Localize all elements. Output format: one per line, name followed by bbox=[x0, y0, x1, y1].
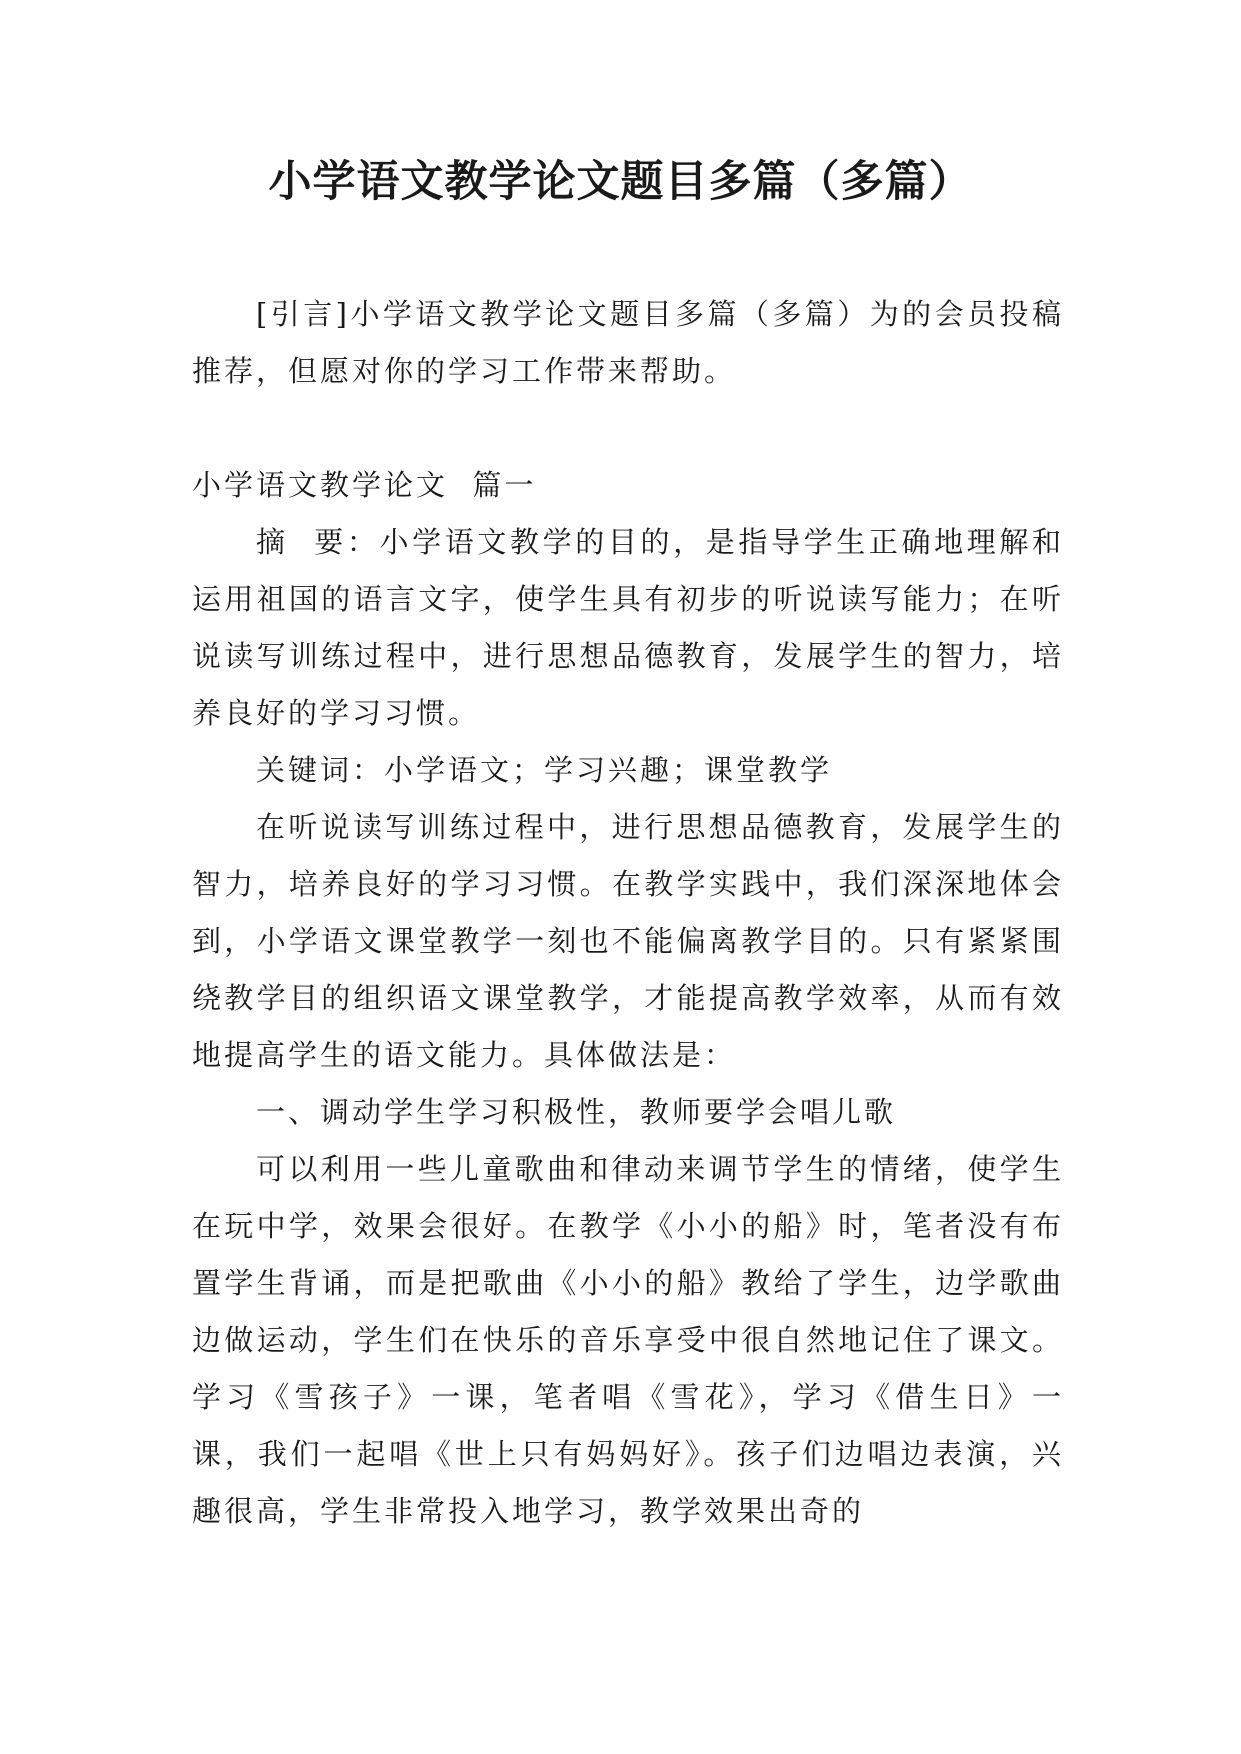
intro-paragraph: [引言]小学语文教学论文题目多篇（多篇）为的会员投稿推荐，但愿对你的学习工作带来帮助。 bbox=[192, 297, 1064, 388]
section-heading: 小学语文教学论文 篇一 bbox=[192, 468, 537, 502]
document-title: 小学语文教学论文题目多篇（多篇） bbox=[268, 157, 973, 207]
subsection-heading: 一、调动学生学习积极性，教师要学会唱儿歌 bbox=[256, 1095, 897, 1129]
keywords-paragraph: 关键词：小学语文；学习兴趣；课堂教学 bbox=[256, 753, 833, 787]
body-paragraph: 在听说读写训练过程中，进行思想品德教育，发展学生的智力，培养良好的学习习惯。在教学实践中，我们深深地体会到，小学语文课堂教学一刻也不能偏离教学目的。只有紧紧围绕教学目的组织语文课堂教学，才能提高教学效率，从而有效地提高学生的语文能力。具体做法是： bbox=[192, 810, 1064, 1072]
document-body bbox=[192, 286, 1064, 1540]
body-paragraph-2: 可以利用一些儿童歌曲和律动来调节学生的情绪，使学生在玩中学，效果会很好。在教学《小小的船》时，笔者没有布置学生背诵，而是把歌曲《小小的船》教给了学生，边学歌曲边做运动，学生们在快乐的音乐享受中很自然地记住了课文。学习《雪孩子》一课，笔者唱《雪花》，学习《借生日》一课，我们一起唱《世上只有妈妈好》。孩子们边唱边表演，兴趣很高，学生非常投入地学习，教学效果出奇的 bbox=[192, 1152, 1064, 1528]
abstract-paragraph: 摘 要：小学语文教学的目的，是指导学生正确地理解和运用祖国的语言文字，使学生具有初步的听说读写能力；在听说读写训练过程中，进行思想品德教育，发展学生的智力，培养良好的学习习惯。 bbox=[192, 525, 1064, 730]
